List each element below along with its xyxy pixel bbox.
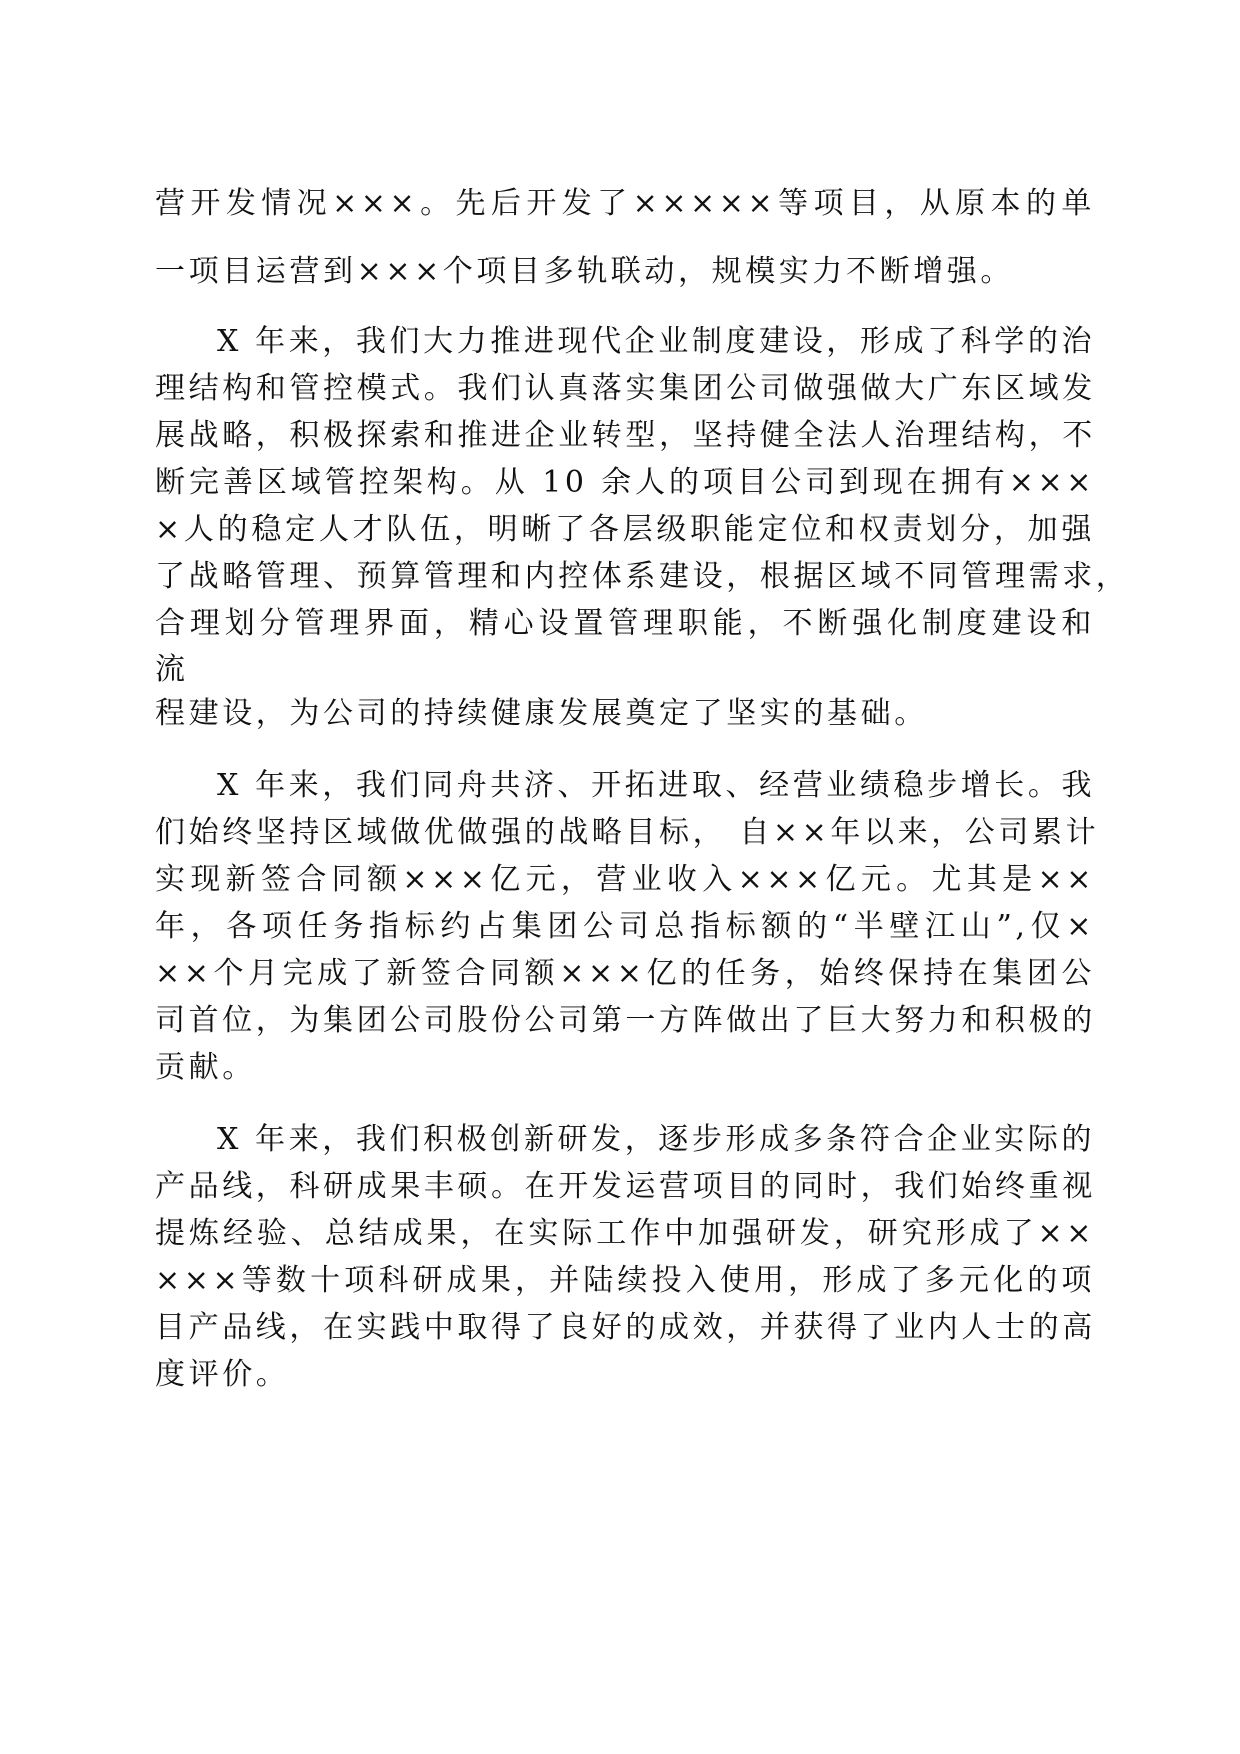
text-line: 合理划分管理界面，精心设置管理职能，不断强化制度建设和 [155, 606, 1095, 641]
text-line: X 年来，我们同舟共济、开拓进取、经营业绩稳步增长。我 [217, 768, 1096, 803]
text-line: 营开发情况×××。先后开发了×××××等项目，从原本的单 [155, 186, 1095, 221]
text-line: 贡献。 [155, 1050, 256, 1085]
text-line: 年，各项任务指标约占集团公司总指标额的“半壁江山”,仅× [155, 909, 1095, 944]
text-line: 们始终坚持区域做优做强的战略目标， 自××年以来，公司累计 [155, 815, 1100, 850]
text-line: X 年来，我们积极创新研发，逐步形成多条符合企业实际的 [217, 1122, 1096, 1157]
text-line: X 年来，我们大力推进现代企业制度建设，形成了科学的治 [217, 324, 1096, 359]
text-line: 理结构和管控模式。我们认真落实集团公司做强做大广东区域发 [155, 371, 1096, 406]
text-line: 产品线，科研成果丰硕。在开发运营项目的同时，我们始终重视 [155, 1169, 1096, 1204]
text-line: 度评价。 [155, 1357, 290, 1392]
text-line: 一项目运营到×××个项目多轨联动，规模实力不断增强。 [155, 254, 1015, 289]
text-line: 司首位，为集团公司股份公司第一方阵做出了巨大努力和积极的 [155, 1003, 1096, 1038]
text-line: 目产品线，在实践中取得了良好的成效，并获得了业内人士的高 [155, 1310, 1096, 1345]
text-line: ×××等数十项科研成果，并陆续投入使用，形成了多元化的项 [155, 1263, 1095, 1298]
text-line: ×人的稳定人才队伍，明晰了各层级职能定位和权责划分，加强 [155, 512, 1095, 547]
text-line: 了战略管理、预算管理和内控体系建设，根据区域不同管理需求， [155, 559, 1130, 594]
text-line: 实现新签合同额×××亿元，营业收入×××亿元。尤其是×× [155, 862, 1095, 897]
text-line: 提炼经验、总结成果，在实际工作中加强研发，研究形成了×× [155, 1216, 1095, 1251]
text-line: 展战略，积极探索和推进企业转型，坚持健全法人治理结构，不 [155, 418, 1096, 453]
text-line: ××个月完成了新签合同额×××亿的任务，始终保持在集团公 [155, 956, 1095, 991]
text-line: 流 [155, 652, 189, 687]
text-line: 断完善区域管控架构。从 10 余人的项目公司到现在拥有××× [155, 465, 1095, 500]
text-line: 程建设，为公司的持续健康发展奠定了坚实的基础。 [155, 696, 928, 731]
